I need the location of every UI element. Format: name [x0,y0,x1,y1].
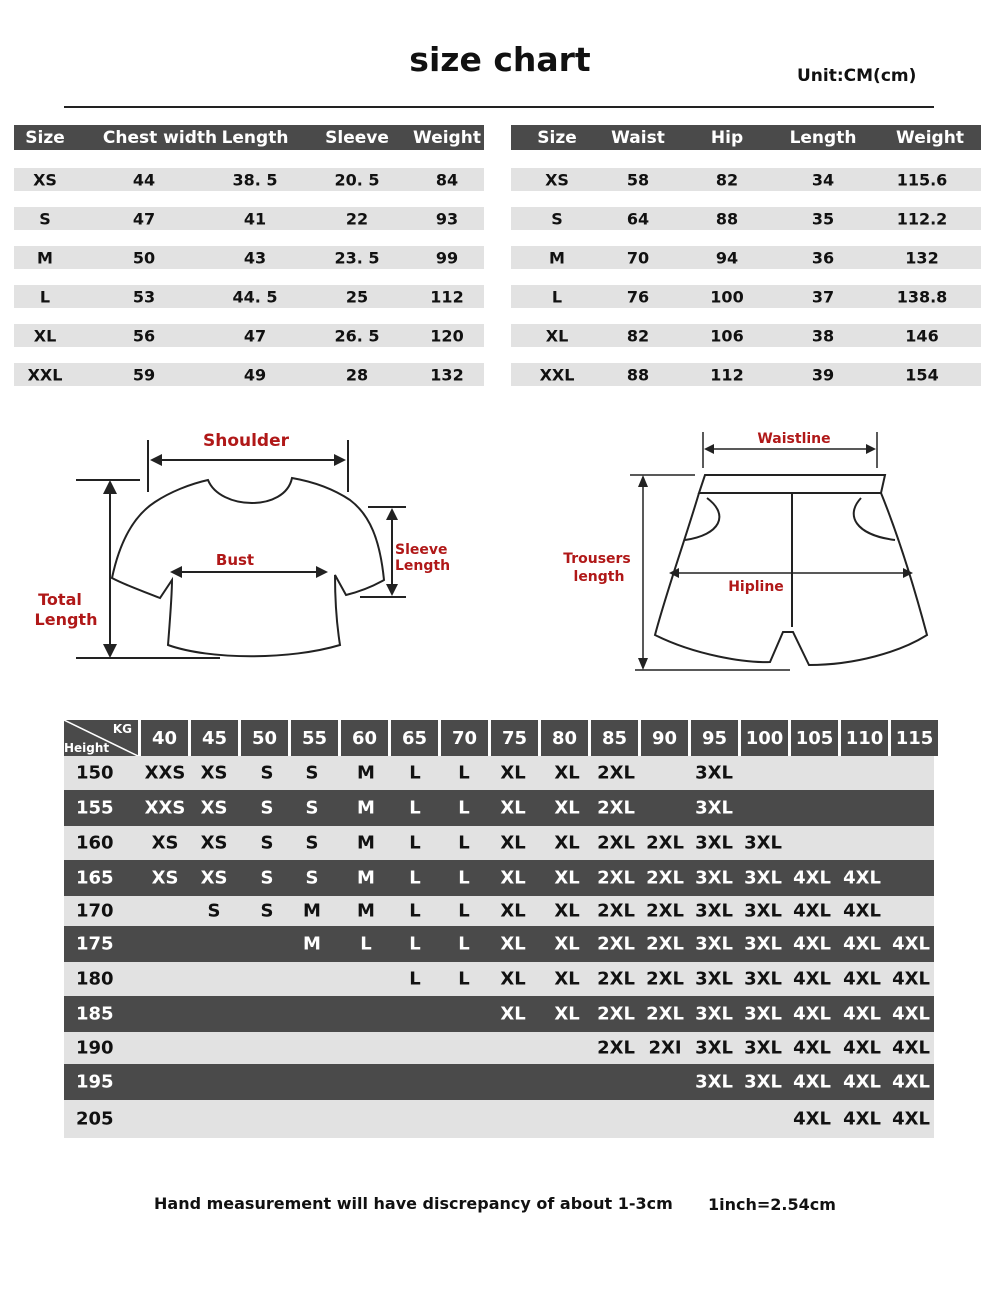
size-cell: M [357,832,375,854]
size-cell: 4XL [793,968,831,990]
height-cell: 195 [76,1071,114,1093]
weight-header-cell: 110 [841,720,888,756]
hipline-label: Hipline [728,579,784,595]
size-cell: 4XL [843,1003,881,1025]
size-cell: L [458,867,470,889]
table-cell: 64 [626,209,650,228]
size-cell: 4XL [892,1071,930,1093]
header-cell: Sleeve [325,127,389,148]
page-title: size chart [409,40,591,79]
size-guide-row [64,756,934,790]
size-guide-row [64,896,934,926]
table-cell: 20. 5 [334,170,380,189]
size-cell: 4XL [892,968,930,990]
table-cell: 38. 5 [232,170,278,189]
size-cell: XL [500,832,526,854]
weight-header-cell: 60 [341,720,388,756]
size-cell: L [409,797,421,819]
height-cell: 185 [76,1003,114,1025]
size-cell: 4XL [892,933,930,955]
size-guide-row [64,790,934,826]
bust-label: Bust [215,551,255,569]
size-cell: L [360,933,372,955]
table-cell: 88 [626,365,650,384]
table-cell: XXL [27,365,63,384]
size-cell: XS [200,867,228,889]
size-cell: 2XL [646,832,684,854]
header-cell: Weight [413,127,481,148]
size-cell: 3XL [695,832,733,854]
header-cell: Length [789,127,857,148]
table-cell: 138.8 [896,287,948,306]
size-cell: 4XL [843,900,881,922]
size-cell: 4XL [843,933,881,955]
table-cell: 112 [710,365,744,384]
header-cell: Hip [710,127,744,148]
table-cell: 76 [626,287,650,306]
size-cell: L [458,762,470,784]
size-cell: 2XL [597,797,635,819]
total-length-label-2: Length [34,610,98,629]
size-cell: 2XL [597,968,635,990]
size-cell: 4XL [843,1071,881,1093]
size-cell: 4XL [843,1108,881,1130]
size-cell: L [409,762,421,784]
table-cell: 49 [243,365,267,384]
table-cell: 99 [435,248,459,267]
size-cell: 4XL [843,867,881,889]
table-cell: XL [545,326,569,345]
size-cell: 4XL [793,867,831,889]
size-cell: L [409,933,421,955]
size-cell: 3XL [695,867,733,889]
weight-header-cell: 75 [491,720,538,756]
size-cell: 2XL [597,1003,635,1025]
size-cell: XL [500,867,526,889]
table-cell: XL [33,326,57,345]
size-cell: 4XL [843,1037,881,1059]
weight-header-cell: 55 [291,720,338,756]
table-row [14,168,484,191]
table-cell: S [551,209,563,228]
size-cell: S [260,900,274,922]
table-cell: 56 [132,326,156,345]
size-guide-row [64,826,934,860]
size-cell: XS [200,762,228,784]
size-cell: XS [151,867,179,889]
corner-kg-label: KG [112,722,132,736]
table-cell: 100 [710,287,744,306]
table-row [14,363,484,386]
waistline-label: Waistline [757,431,831,447]
size-cell: 4XL [793,1071,831,1093]
size-cell: S [260,867,274,889]
size-cell: XL [554,900,580,922]
size-cell: 3XL [744,900,782,922]
size-cell: XL [554,867,580,889]
table-row [511,285,981,308]
table-cell: 59 [132,365,156,384]
size-cell: 4XL [892,1108,930,1130]
size-cell: 3XL [695,1003,733,1025]
size-cell: XL [500,900,526,922]
size-cell: 3XL [744,867,782,889]
height-cell: 180 [76,968,114,990]
size-cell: M [303,933,321,955]
size-cell: XXS [144,797,186,819]
table-cell: 41 [243,209,267,228]
size-cell: S [207,900,221,922]
table-cell: 146 [905,326,939,345]
size-cell: 3XL [744,933,782,955]
table-cell: 28 [345,365,369,384]
height-cell: 175 [76,933,114,955]
size-cell: 4XL [793,933,831,955]
size-cell: M [357,900,375,922]
size-cell: S [305,797,319,819]
weight-header-cell: 90 [641,720,688,756]
table-cell: 94 [715,248,739,267]
size-cell: S [260,797,274,819]
header-cell: Size [25,127,65,148]
size-cell: S [260,762,274,784]
corner-height-label: Height [64,741,110,755]
height-cell: 150 [76,762,114,784]
size-cell: 3XL [744,1037,782,1059]
weight-header-cell: 95 [691,720,738,756]
table-cell: L [39,287,51,306]
table-header [14,125,484,150]
height-cell: 190 [76,1037,114,1059]
table-cell: XS [33,170,57,189]
weight-header-cell: 105 [791,720,838,756]
size-cell: XL [500,797,526,819]
weight-header-cell: 85 [591,720,638,756]
shoulder-label: Shoulder [202,431,290,451]
waistband-outline [699,475,885,493]
size-cell: XS [200,797,228,819]
table-cell: 120 [430,326,464,345]
table-row [511,363,981,386]
size-cell: L [458,900,470,922]
size-cell: L [458,968,470,990]
table-row [511,324,981,347]
size-cell: XXS [144,762,186,784]
table-row [511,207,981,230]
shorts-diagram [555,420,975,680]
size-cell: 3XL [695,968,733,990]
table-cell: 132 [905,248,939,267]
top-size-table [14,125,484,386]
table-cell: 93 [435,209,459,228]
table-cell: 88 [715,209,739,228]
table-cell: M [549,248,565,267]
table-cell: 43 [243,248,267,267]
height-cell: 165 [76,867,114,889]
size-cell: XL [554,762,580,784]
size-cell: 4XL [793,1108,831,1130]
trousers-length-label-1: Trousers [563,551,631,567]
weight-header-cell: 80 [541,720,588,756]
table-cell: 44 [132,170,156,189]
size-cell: 2XL [597,900,635,922]
trousers-length-label-2: length [573,569,625,585]
table-cell: 154 [905,365,939,384]
table-cell: 106 [710,326,744,345]
table-cell: 26. 5 [334,326,380,345]
tshirt-diagram [30,420,480,680]
weight-header-cell: 115 [891,720,938,756]
size-cell: 3XL [695,900,733,922]
sleeve-length-label-2: Length [395,558,451,574]
header-cell: Weight [896,127,964,148]
size-cell: 3XL [695,933,733,955]
table-cell: 82 [626,326,650,345]
size-guide-row [64,1100,934,1138]
size-cell: M [357,797,375,819]
table-cell: 58 [626,170,650,189]
size-cell: XS [200,832,228,854]
table-cell: XXL [539,365,575,384]
header-cell: Chest width [102,127,218,148]
weight-header-row [64,720,934,756]
size-cell: XL [554,933,580,955]
size-cell: 2XL [646,867,684,889]
table-cell: 47 [243,326,267,345]
table-cell: 23. 5 [334,248,380,267]
table-cell: 25 [345,287,369,306]
header-cell: Size [537,127,577,148]
table-cell: 50 [132,248,156,267]
table-cell: 37 [811,287,835,306]
size-cell: M [303,900,321,922]
size-cell: 2XL [646,1003,684,1025]
size-cell: 4XL [892,1003,930,1025]
size-guide-row [64,1032,934,1064]
header-cell: Waist [611,127,665,148]
total-length-label-1: Total [38,590,82,609]
size-cell: L [458,797,470,819]
table-corner [64,720,138,756]
size-cell: 2XI [648,1037,682,1059]
table-row [14,207,484,230]
table-row [14,324,484,347]
size-cell: 3XL [744,1003,782,1025]
size-cell: 4XL [793,1037,831,1059]
table-cell: 112 [430,287,464,306]
size-guide-row [64,860,934,896]
size-cell: S [260,832,274,854]
size-cell: 3XL [695,762,733,784]
table-row [14,246,484,269]
size-cell: 2XL [597,933,635,955]
bottom-size-table [511,125,981,386]
unit-label: Unit:CM(cm) [797,66,917,86]
table-cell: 82 [715,170,739,189]
inch-conversion: 1inch=2.54cm [708,1195,836,1214]
table-row [511,246,981,269]
table-cell: 47 [132,209,156,228]
size-cell: 2XL [597,1037,635,1059]
table-cell: 22 [345,209,369,228]
measurement-note: Hand measurement will have discrepancy of about 1-3cm [154,1194,673,1213]
size-guide-row [64,962,934,996]
table-row [511,168,981,191]
table-cell: 53 [132,287,156,306]
weight-header-cell: 100 [741,720,788,756]
table-cell: L [551,287,563,306]
size-guide-row [64,926,934,962]
size-cell: S [305,762,319,784]
size-cell: M [357,867,375,889]
size-cell: 2XL [597,867,635,889]
size-cell: 2XL [646,933,684,955]
size-cell: 4XL [843,968,881,990]
size-cell: 4XL [793,900,831,922]
size-cell: 4XL [793,1003,831,1025]
table-cell: 44. 5 [232,287,278,306]
table-cell: 115.6 [896,170,948,189]
table-cell: 36 [811,248,835,267]
size-cell: 2XL [646,900,684,922]
size-cell: 3XL [695,1037,733,1059]
table-cell: 84 [435,170,459,189]
size-cell: M [357,762,375,784]
weight-header-cell: 40 [141,720,188,756]
height-cell: 170 [76,900,114,922]
size-guide-row [64,1064,934,1100]
title-divider [64,106,934,108]
table-row [14,285,484,308]
size-cell: L [409,867,421,889]
height-weight-size-guide [64,720,934,1138]
size-cell: XL [554,968,580,990]
size-cell: 2XL [597,832,635,854]
table-cell: 34 [811,170,835,189]
size-cell: XL [554,832,580,854]
height-cell: 160 [76,832,114,854]
table-cell: 38 [811,326,835,345]
size-cell: 3XL [744,1071,782,1093]
table-header [511,125,981,150]
size-cell: S [305,832,319,854]
height-cell: 155 [76,797,114,819]
size-cell: L [458,933,470,955]
size-cell: 3XL [744,832,782,854]
size-cell: 2XL [646,968,684,990]
size-cell: L [409,832,421,854]
size-cell: S [305,867,319,889]
size-cell: 3XL [744,968,782,990]
size-cell: 3XL [695,1071,733,1093]
table-cell: 39 [811,365,835,384]
table-cell: S [39,209,51,228]
right-pocket [854,498,895,540]
size-cell: XL [500,762,526,784]
size-cell: 2XL [597,762,635,784]
size-cell: 3XL [695,797,733,819]
sleeve-length-label-1: Sleeve [395,542,448,558]
table-cell: 132 [430,365,464,384]
table-cell: 70 [626,248,650,267]
height-cell: 205 [76,1108,114,1130]
size-cell: XL [500,1003,526,1025]
size-cell: XL [500,968,526,990]
table-cell: 35 [811,209,835,228]
size-guide-row [64,996,934,1032]
size-cell: L [409,968,421,990]
weight-header-cell: 65 [391,720,438,756]
table-cell: 112.2 [896,209,948,228]
size-cell: XL [554,1003,580,1025]
table-cell: M [37,248,53,267]
size-cell: XS [151,832,179,854]
size-cell: XL [554,797,580,819]
weight-header-cell: 50 [241,720,288,756]
size-cell: L [409,900,421,922]
header-cell: Length [221,127,289,148]
size-cell: XL [500,933,526,955]
size-cell: L [458,832,470,854]
weight-header-cell: 70 [441,720,488,756]
weight-header-cell: 45 [191,720,238,756]
table-cell: XS [545,170,569,189]
size-cell: 4XL [892,1037,930,1059]
